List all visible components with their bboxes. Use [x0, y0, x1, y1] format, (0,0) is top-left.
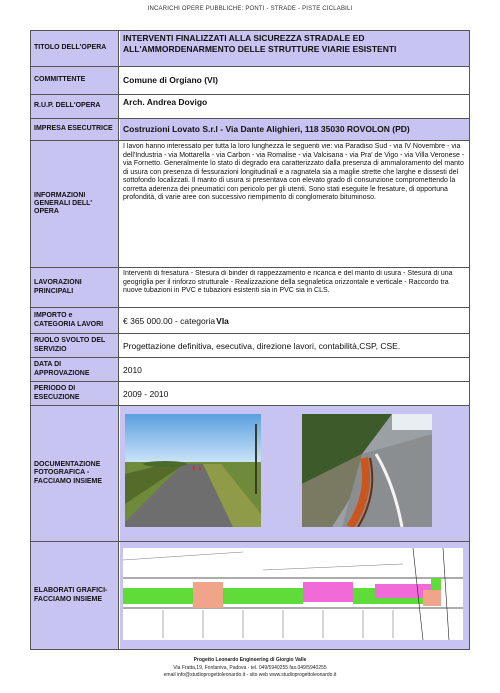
label-titolo: TITOLO DELL'OPERA: [31, 31, 119, 66]
value-importo: [120, 308, 469, 333]
page-footer: [0, 657, 500, 680]
row-importo: [31, 308, 469, 334]
label-ruolo: RUOLO SVOLTO DEL SERVIZIO: [31, 334, 119, 357]
value-approvazione: [120, 358, 469, 381]
label-committente: COMMITTENTE: [31, 67, 119, 94]
footer-company: Progetto Leonardo Engineering di Giorgio Valle: [193, 657, 307, 663]
label-rup: R.U.P. DELL'OPERA: [31, 95, 119, 118]
importo-category: VIa: [216, 315, 229, 326]
row-informazioni: [31, 141, 469, 268]
road-plan-drawing: [123, 548, 463, 640]
label-impresa: IMPRESA ESECUTRICE: [31, 119, 119, 140]
label-approvazione: DATA DI APPROVAZIONE: [31, 358, 119, 381]
row-periodo: [31, 382, 469, 406]
committente-text: Comune di Orgiano (VI): [123, 75, 218, 85]
pipe-photo: [302, 414, 432, 527]
label-foto: DOCUMENTAZIONE FOTOGRAFICA - FACCIAMO INSIEME: [31, 406, 119, 541]
informazioni-text: I lavori hanno interessato per tutta la loro lunghezza le seguenti vie: via Paradiso Sud - via IV Novembre - via dell'Industria - via Mottarella - via Carbon - via Romalise - via Valcisana - via Pra' de Vigo - via Villa Veronese - via Fornetto. Generalmente lo stato di degrado era caratterizzato dalla presenza di ammaloramento del manto di usura con presenza di fessurazioni longitudinali e a ragnatela sia a maglie strette che larghe e dissesti del sottofondo localizzati. Il manto di usura si presentava con elevato grado di consunzione compromettendo la corretta aderenza dei pneumatici con pericolo per gli utenti. Sono stati eseguite le fresature, di opportuna profondità, di varie aree con successivo riempimento di conglomerato bituminoso.: [123, 143, 465, 202]
importo-amount: € 365 000.00 - categoria: [123, 315, 216, 326]
row-grafici: [31, 542, 469, 649]
row-foto: [31, 406, 469, 542]
periodo-text: 2009 - 2010: [123, 388, 169, 399]
label-informazioni: INFORMAZIONI GENERALI DELL' OPERA: [31, 141, 119, 267]
page-header: INCARICHI OPERE PUBBLICHE: PONTI - STRADE - PISTE CICLABILI: [147, 6, 353, 12]
value-informazioni: [120, 141, 469, 267]
value-impresa: [120, 119, 469, 140]
value-periodo: [120, 382, 469, 405]
lavorazioni-text: Interventi di fresatura - Stesura di binder di rappezzamento e ricarica e del manto di usura - Stesura di una geogriglia per il rinforzo strutturale - Realizzazione della segnaletica orizzontale e verticale - Raccordo tra nuove tubazioni in PVC e tubazioni esistenti sia in PVC sia in CLS.: [123, 270, 453, 295]
value-titolo: [120, 31, 469, 66]
project-sheet: [30, 30, 470, 650]
value-ruolo: [120, 334, 469, 357]
label-lavorazioni: LAVORAZIONI PRINCIPALI: [31, 268, 119, 307]
label-periodo: PERIODO DI ESECUZIONE: [31, 382, 119, 405]
row-committente: [31, 67, 469, 95]
ruolo-text: Progettazione definitiva, esecutiva, direzione lavori, contabilità,CSP, CSE.: [123, 340, 401, 351]
row-titolo: [31, 31, 469, 67]
value-foto: [120, 406, 469, 541]
row-ruolo: [31, 334, 469, 358]
value-committente: [120, 67, 469, 94]
row-rup: [31, 95, 469, 119]
value-lavorazioni: [120, 268, 469, 307]
value-rup: [120, 95, 469, 118]
row-approvazione: [31, 358, 469, 382]
rup-text: Arch. Andrea Dovigo: [123, 97, 208, 107]
project-title: INTERVENTI FINALIZZATI ALLA SICUREZZA STRADALE ED ALL'AMMORDENARMENTO DELLE STRUTTURE VIARIE ESISTENTI: [123, 33, 397, 55]
impresa-text: Costruzioni Lovato S.r.l - Via Dante Alighieri, 118 35030 ROVOLON (PD): [123, 124, 410, 134]
row-lavorazioni: [31, 268, 469, 308]
footer-address: Via Fratta,19, Fontaniva, Padova - tel. 049/5940255 fax.049/5940255: [173, 664, 327, 671]
label-importo: IMPORTO e CATEGORIA LAVORI: [31, 308, 119, 333]
value-grafici: [120, 542, 469, 649]
label-grafici: ELABORATI GRAFICI- FACCIAMO INSIEME: [31, 542, 119, 649]
footer-contacts: email info@studioprogettoleonardo.it - sito web www.studioprogettoleonardo.it: [163, 672, 337, 678]
approvazione-text: 2010: [123, 364, 142, 375]
road-photo: [125, 414, 261, 527]
row-impresa: [31, 119, 469, 141]
